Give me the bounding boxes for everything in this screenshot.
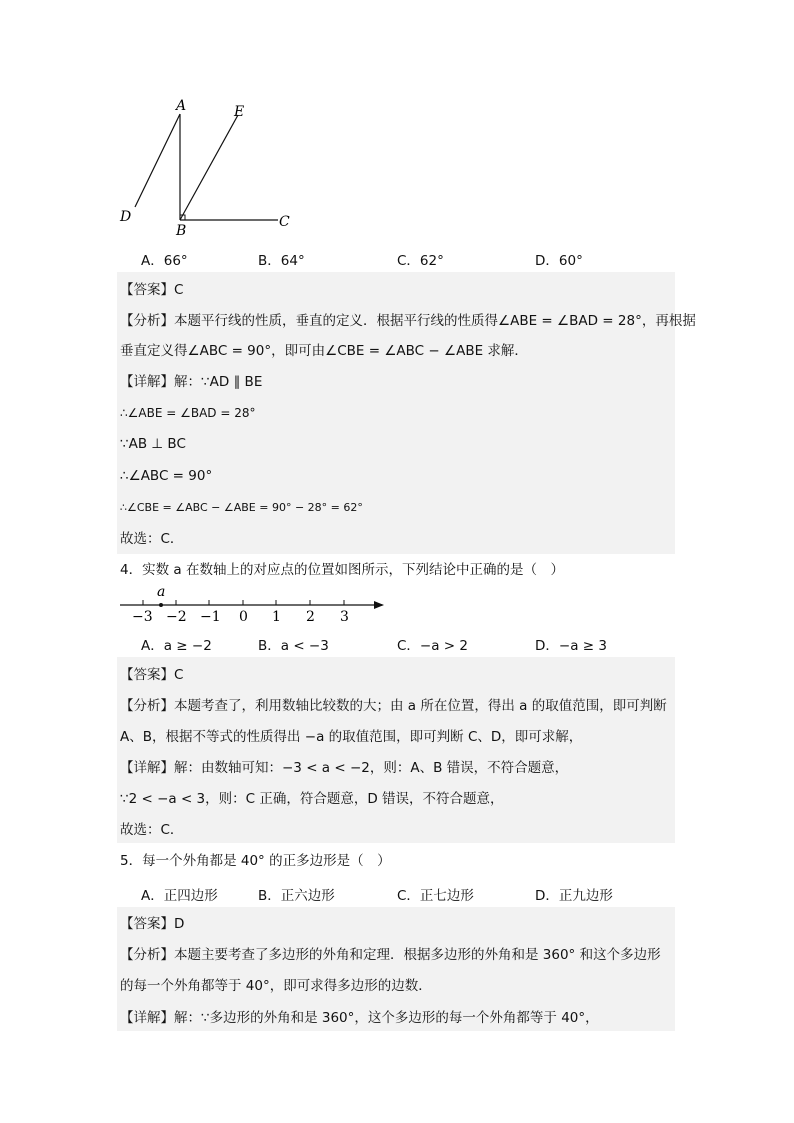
q4-stem: 4．实数 a 在数轴上的对应点的位置如图所示，下列结论中正确的是（ ） — [120, 562, 564, 578]
q3-detail-line2: ∴∠ABE = ∠BAD = 28° — [120, 406, 256, 420]
q4-option-b: B．a < −3 — [258, 638, 329, 654]
segment-BE — [180, 115, 238, 220]
tick-label-1: 1 — [272, 609, 281, 625]
q5-answer: 【答案】D — [120, 916, 185, 932]
q4-detail-line1: 【详解】解：由数轴可知：−3 < a < −2，则：A、B 错误，不符合题意， — [120, 760, 569, 776]
q4-answer: 【答案】C — [120, 667, 184, 683]
geometry-figure — [110, 95, 310, 240]
q4-analysis-line2: A、B，根据不等式的性质得出 −a 的取值范围，即可判断 C、D，即可求解， — [120, 729, 583, 745]
q3-option-b: B．64° — [258, 253, 305, 269]
q3-detail-line3: ∵AB ⊥ BC — [120, 436, 186, 452]
q3-option-d: D．60° — [535, 253, 583, 269]
q5-option-b: B．正六边形 — [258, 888, 335, 904]
q3-detail-line4: ∴∠ABC = 90° — [120, 468, 213, 484]
q5-analysis-line1: 【分析】本题主要考查了多边形的外角和定理．根据多边形的外角和是 360° 和这个多边形 — [120, 947, 661, 963]
q3-detail-line1: 【详解】解：∵AD ∥ BE — [120, 374, 263, 390]
q3-analysis-line1: 【分析】本题平行线的性质，垂直的定义．根据平行线的性质得∠ABE = ∠BAD = 28°，再根据 — [120, 313, 696, 329]
tick-label-2: 2 — [306, 609, 315, 625]
q5-option-a: A．正四边形 — [141, 888, 218, 904]
q5-stem: 5．每一个外角都是 40° 的正多边形是（ ） — [120, 853, 391, 869]
q5-option-c: C．正七边形 — [397, 888, 474, 904]
label-D: D — [120, 209, 132, 225]
arrow-right-icon — [374, 601, 384, 609]
q3-answer: 【答案】C — [120, 282, 184, 298]
label-B: B — [176, 223, 187, 239]
label-E: E — [234, 104, 245, 120]
q3-detail-line6: 故选：C． — [120, 531, 184, 547]
label-A: A — [176, 98, 187, 114]
q5-analysis-line2: 的每一个外角都等于 40°，即可求得多边形的边数． — [120, 978, 432, 994]
q4-option-d: D．−a ≥ 3 — [535, 638, 607, 654]
tick-label-3: 3 — [340, 609, 349, 625]
q4-detail-line2: ∵2 < −a < 3，则：C 正确，符合题意，D 错误，不符合题意， — [120, 791, 504, 807]
tick-label-neg3: −3 — [132, 609, 153, 625]
q3-analysis-line2: 垂直定义得∠ABC = 90°，即可由∠CBE = ∠ABC − ∠ABE 求解． — [120, 343, 528, 359]
point-a-label: a — [157, 585, 166, 600]
q4-option-a: A．a ≥ −2 — [141, 638, 212, 654]
tick-label-0: 0 — [239, 609, 248, 625]
q5-detail-line1: 【详解】解：∵多边形的外角和是 360°，这个多边形的每一个外角都等于 40°， — [120, 1010, 599, 1026]
q4-detail-line3: 故选：C． — [120, 822, 184, 838]
q3-option-c: C．62° — [397, 253, 444, 269]
q4-analysis-line1: 【分析】本题考查了，利用数轴比较数的大；由 a 所在位置，得出 a 的取值范围，即可判断 — [120, 698, 667, 714]
q3-option-a: A．66° — [141, 253, 188, 269]
point-a — [159, 603, 163, 607]
q4-solution-box — [117, 657, 675, 843]
label-C: C — [279, 214, 290, 230]
q4-option-c: C．−a > 2 — [397, 638, 468, 654]
tick-label-neg2: −2 — [166, 609, 187, 625]
tick-label-neg1: −1 — [200, 609, 221, 625]
q5-option-d: D．正九边形 — [535, 888, 613, 904]
number-line — [118, 585, 388, 625]
segment-AD — [135, 114, 180, 207]
q3-detail-line5: ∴∠CBE = ∠ABC − ∠ABE = 90° − 28° = 62° — [120, 501, 363, 514]
